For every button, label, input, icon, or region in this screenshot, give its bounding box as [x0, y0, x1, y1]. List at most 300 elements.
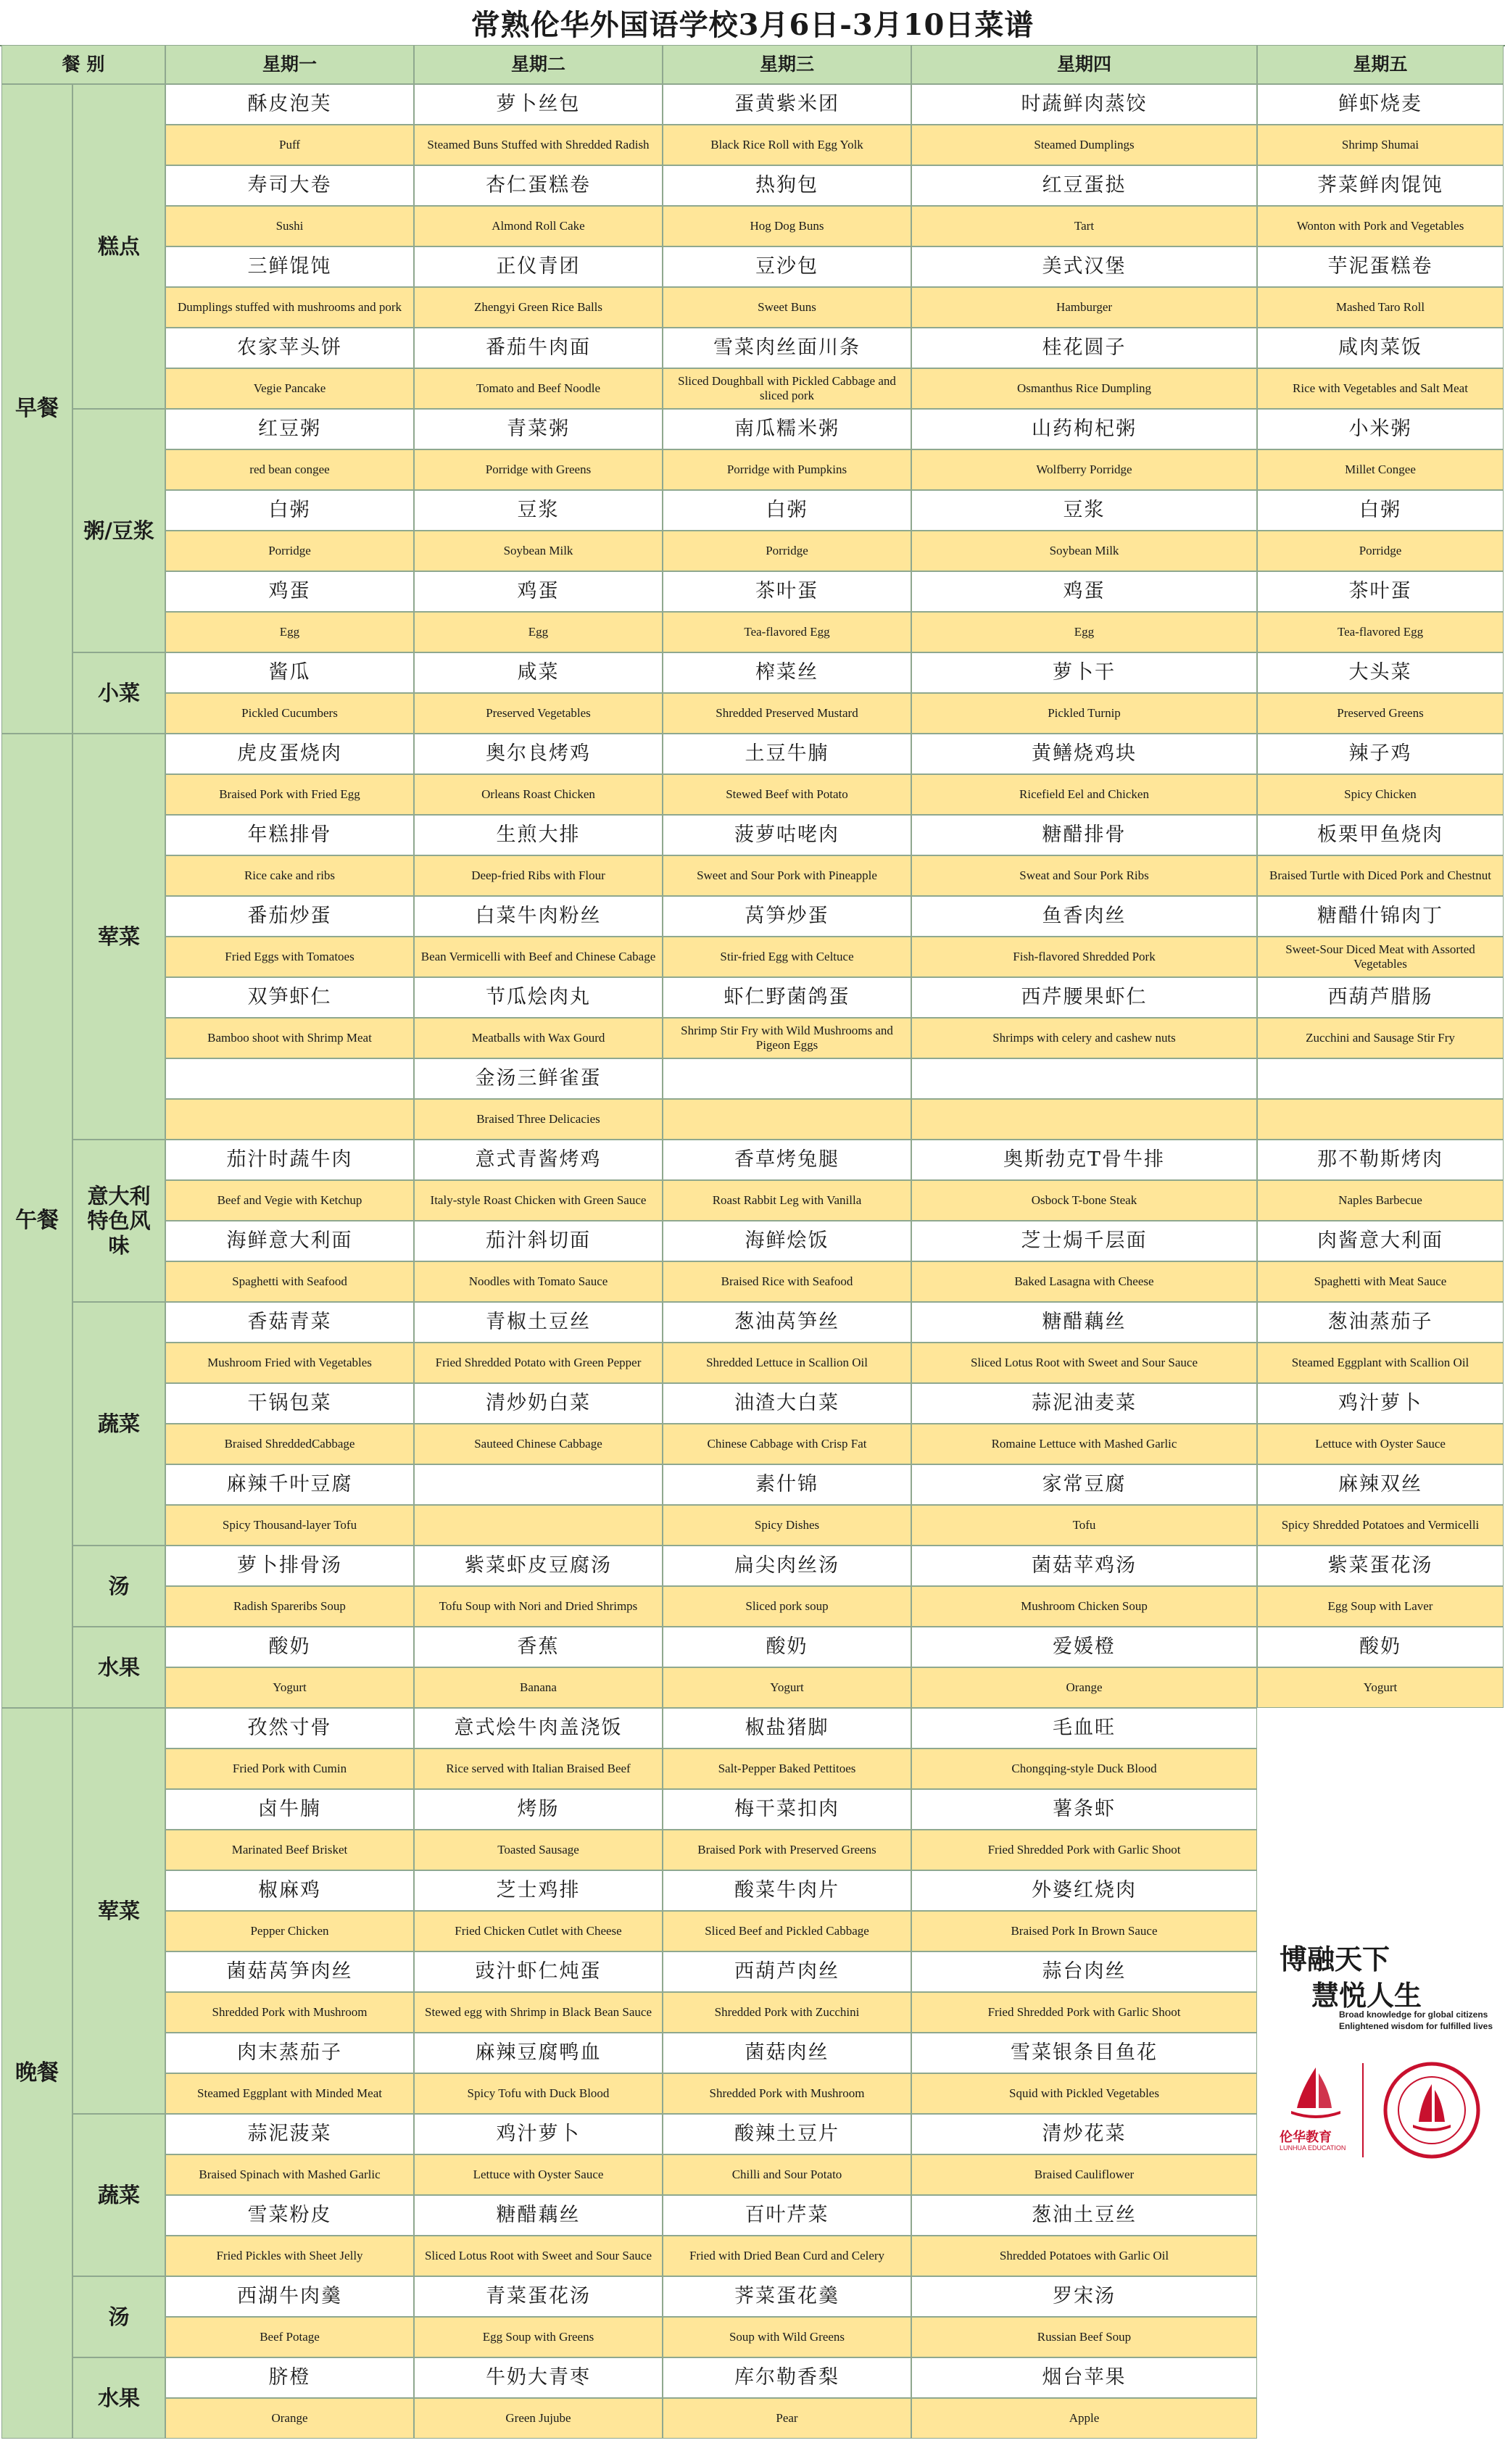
- dish-name-cn: 荠菜蛋花羹: [663, 2276, 911, 2317]
- dish-name-cn: 香草烤兔腿: [663, 1140, 911, 1180]
- dish-name-en: Shrimp Stir Fry with Wild Mushrooms and Pigeon Eggs: [663, 1018, 911, 1058]
- dish-name-cn: 咸菜: [414, 652, 663, 693]
- dish-name-cn: 酥皮泡芙: [165, 84, 414, 125]
- dish-name-en: Hamburger: [911, 287, 1257, 328]
- dish-name-en: Steamed Dumplings: [911, 125, 1257, 165]
- dish-name-en: Bean Vermicelli with Beef and Chinese Cabage: [414, 937, 663, 977]
- dish-name-cn: 虾仁野菌鸽蛋: [663, 977, 911, 1018]
- dish-name-en: Stewed Beef with Potato: [663, 774, 911, 815]
- dish-name-cn: 梅干菜扣肉: [663, 1789, 911, 1830]
- dish-name-cn: 茄汁斜切面: [414, 1221, 663, 1261]
- dish-name-en: Porridge with Pumpkins: [663, 449, 911, 490]
- dish-name-cn: 豆浆: [414, 490, 663, 531]
- dish-name-en: Mashed Taro Roll: [1257, 287, 1504, 328]
- dish-name-cn: 青菜蛋花汤: [414, 2276, 663, 2317]
- dish-name-en: Pepper Chicken: [165, 1911, 414, 1951]
- dish-name-en: red bean congee: [165, 449, 414, 490]
- dish-name-en: Salt-Pepper Baked Pettitoes: [663, 1749, 911, 1789]
- category-label: 蔬菜: [72, 1302, 165, 1546]
- dish-name-cn: 葱油莴笋丝: [663, 1302, 911, 1343]
- dish-name-cn: 茶叶蛋: [663, 571, 911, 612]
- dish-name-en: Yogurt: [1257, 1667, 1504, 1708]
- dish-name-cn: 葱油土豆丝: [911, 2195, 1257, 2236]
- dish-name-cn: 菠萝咕咾肉: [663, 815, 911, 855]
- dish-name-cn: 白粥: [663, 490, 911, 531]
- dish-name-en: Braised Spinach with Mashed Garlic: [165, 2154, 414, 2195]
- dish-name-en: Egg: [414, 612, 663, 652]
- dish-name-en: Spicy Shredded Potatoes and Vermicelli: [1257, 1505, 1504, 1546]
- dish-name-en: Sweet Buns: [663, 287, 911, 328]
- dish-name-en: Dumplings stuffed with mushrooms and pork: [165, 287, 414, 328]
- dish-name-cn: 油渣大白菜: [663, 1383, 911, 1424]
- dish-name-cn: 芝士焗千层面: [911, 1221, 1257, 1261]
- dish-name-en: Steamed Buns Stuffed with Shredded Radish: [414, 125, 663, 165]
- dish-name-cn: 正仪青团: [414, 246, 663, 287]
- category-label: 水果: [72, 1627, 165, 1708]
- dish-name-en: Toasted Sausage: [414, 1830, 663, 1870]
- dish-name-cn: 孜然寸骨: [165, 1708, 414, 1749]
- dish-name-cn: 奥尔良烤鸡: [414, 734, 663, 774]
- dish-name-en: [911, 1099, 1257, 1140]
- dish-name-cn: 烤肠: [414, 1789, 663, 1830]
- dish-name-cn: 鸡汁萝卜: [414, 2114, 663, 2154]
- dish-name-cn: 酸奶: [663, 1627, 911, 1667]
- dish-name-cn: 茄汁时蔬牛肉: [165, 1140, 414, 1180]
- dish-name-en: Braised Three Delicacies: [414, 1099, 663, 1140]
- dish-name-cn: 莴笋炒蛋: [663, 896, 911, 937]
- dish-name-cn: 虎皮蛋烧肉: [165, 734, 414, 774]
- dish-name-en: Ricefield Eel and Chicken: [911, 774, 1257, 815]
- dish-name-cn: 菌菇肉丝: [663, 2033, 911, 2073]
- dish-name-en: Squid with Pickled Vegetables: [911, 2073, 1257, 2114]
- dish-name-en: Steamed Eggplant with Minded Meat: [165, 2073, 414, 2114]
- dish-name-en: Orleans Roast Chicken: [414, 774, 663, 815]
- dish-name-cn: 香蕉: [414, 1627, 663, 1667]
- dish-name-cn: 卤牛腩: [165, 1789, 414, 1830]
- dish-name-cn: 清炒花菜: [911, 2114, 1257, 2154]
- dish-name-cn: 白粥: [165, 490, 414, 531]
- dish-name-cn: 肉末蒸茄子: [165, 2033, 414, 2073]
- dish-name-cn: 清炒奶白菜: [414, 1383, 663, 1424]
- dish-name-cn: 年糕排骨: [165, 815, 414, 855]
- dish-name-cn: 干锅包菜: [165, 1383, 414, 1424]
- dish-name-cn: 家常豆腐: [911, 1464, 1257, 1505]
- slogan-en-line2: Enlightened wisdom for fulfilled lives: [1339, 2021, 1493, 2031]
- sail-logo-icon: [1287, 2063, 1345, 2121]
- logo-divider: [1362, 2063, 1364, 2157]
- dish-name-cn: 紫菜蛋花汤: [1257, 1546, 1504, 1586]
- dish-name-en: Beef and Vegie with Ketchup: [165, 1180, 414, 1221]
- dish-name-en: Tea-flavored Egg: [1257, 612, 1504, 652]
- dish-name-en: [663, 1099, 911, 1140]
- dish-name-en: Shredded Pork with Mushroom: [165, 1992, 414, 2033]
- category-label: 荤菜: [72, 734, 165, 1140]
- dish-name-cn: 豆沙包: [663, 246, 911, 287]
- dish-name-en: Osbock T-bone Steak: [911, 1180, 1257, 1221]
- dish-name-en: Tomato and Beef Noodle: [414, 368, 663, 409]
- dish-name-en: Fried Shredded Pork with Garlic Shoot: [911, 1992, 1257, 2033]
- dish-name-en: Shredded Lettuce in Scallion Oil: [663, 1343, 911, 1383]
- dish-name-en: Spicy Tofu with Duck Blood: [414, 2073, 663, 2114]
- dish-name-en: Egg: [911, 612, 1257, 652]
- dish-name-cn: 葱油蒸茄子: [1257, 1302, 1504, 1343]
- dish-name-cn: 金汤三鲜雀蛋: [414, 1058, 663, 1099]
- dish-name-en: Egg Soup with Laver: [1257, 1586, 1504, 1627]
- dish-name-cn: 糖醋藕丝: [414, 2195, 663, 2236]
- dish-name-cn: 海鲜意大利面: [165, 1221, 414, 1261]
- dish-name-cn: 酸奶: [165, 1627, 414, 1667]
- dish-name-en: Apple: [911, 2398, 1257, 2439]
- dish-name-cn: 豆浆: [911, 490, 1257, 531]
- dish-name-cn: 奥斯勃克T骨牛排: [911, 1140, 1257, 1180]
- dish-name-en: Rice with Vegetables and Salt Meat: [1257, 368, 1504, 409]
- category-label: 蔬菜: [72, 2114, 165, 2276]
- dish-name-en: [414, 1505, 663, 1546]
- dish-name-cn: 寿司大卷: [165, 165, 414, 206]
- dish-name-en: Sauteed Chinese Cabbage: [414, 1424, 663, 1464]
- dish-name-cn: 杏仁蛋糕卷: [414, 165, 663, 206]
- dish-name-en: Braised Pork with Preserved Greens: [663, 1830, 911, 1870]
- dish-name-cn: 咸肉菜饭: [1257, 328, 1504, 368]
- dish-name-cn: 糖醋排骨: [911, 815, 1257, 855]
- dish-name-cn: 那不勒斯烤肉: [1257, 1140, 1504, 1180]
- dish-name-cn: 鸡汁萝卜: [1257, 1383, 1504, 1424]
- dish-name-en: Beef Potage: [165, 2317, 414, 2357]
- dish-name-cn: 三鲜馄饨: [165, 246, 414, 287]
- dish-name-en: Rice served with Italian Braised Beef: [414, 1749, 663, 1789]
- dish-name-en: Bamboo shoot with Shrimp Meat: [165, 1018, 414, 1058]
- dish-name-en: Sliced Doughball with Pickled Cabbage and sliced pork: [663, 368, 911, 409]
- dish-name-en: Green Jujube: [414, 2398, 663, 2439]
- dish-name-cn: 热狗包: [663, 165, 911, 206]
- dish-name-cn: 西芹腰果虾仁: [911, 977, 1257, 1018]
- header-day: 星期三: [663, 45, 911, 84]
- dish-name-cn: 雪菜银条目鱼花: [911, 2033, 1257, 2073]
- dish-name-cn: 时蔬鲜肉蒸饺: [911, 84, 1257, 125]
- dish-name-cn: 鸡蛋: [911, 571, 1257, 612]
- header-meal-label: 餐 别: [1, 45, 165, 84]
- dish-name-en: Porridge with Greens: [414, 449, 663, 490]
- dish-name-cn: [1257, 1058, 1504, 1099]
- dish-name-cn: 西葫芦肉丝: [663, 1951, 911, 1992]
- header-day: 星期二: [414, 45, 663, 84]
- dish-name-en: Braised Turtle with Diced Pork and Chestnut: [1257, 855, 1504, 896]
- dish-name-en: Pickled Cucumbers: [165, 693, 414, 734]
- meal-label: 早餐: [1, 84, 72, 734]
- dish-name-cn: 萝卜干: [911, 652, 1257, 693]
- dish-name-cn: 罗宋汤: [911, 2276, 1257, 2317]
- dish-name-en: Shrimp Shumai: [1257, 125, 1504, 165]
- dish-name-en: Shrimps with celery and cashew nuts: [911, 1018, 1257, 1058]
- dish-name-cn: 双笋虾仁: [165, 977, 414, 1018]
- dish-name-en: Mushroom Fried with Vegetables: [165, 1343, 414, 1383]
- dish-name-en: Deep-fried Ribs with Flour: [414, 855, 663, 896]
- dish-name-cn: 西湖牛肉羹: [165, 2276, 414, 2317]
- dish-name-cn: 土豆牛腩: [663, 734, 911, 774]
- dish-name-cn: 紫菜虾皮豆腐汤: [414, 1546, 663, 1586]
- dish-name-cn: 菌菇苹鸡汤: [911, 1546, 1257, 1586]
- category-label: 粥/豆浆: [72, 409, 165, 652]
- dish-name-en: Fried Chicken Cutlet with Cheese: [414, 1911, 663, 1951]
- dish-name-cn: 脐橙: [165, 2357, 414, 2398]
- dish-name-en: Radish Spareribs Soup: [165, 1586, 414, 1627]
- dish-name-cn: 西葫芦腊肠: [1257, 977, 1504, 1018]
- dish-name-cn: 红豆粥: [165, 409, 414, 449]
- dish-name-en: Porridge: [663, 531, 911, 571]
- dish-name-cn: 农家苹头饼: [165, 328, 414, 368]
- dish-name-cn: 桂花圆子: [911, 328, 1257, 368]
- dish-name-en: Osmanthus Rice Dumpling: [911, 368, 1257, 409]
- dish-name-en: Sliced Beef and Pickled Cabbage: [663, 1911, 911, 1951]
- dish-name-en: Preserved Greens: [1257, 693, 1504, 734]
- dish-name-en: Braised ShreddedCabbage: [165, 1424, 414, 1464]
- meal-label: 晚餐: [1, 1708, 72, 2439]
- header-day: 星期一: [165, 45, 414, 84]
- dish-name-en: Pickled Turnip: [911, 693, 1257, 734]
- dish-name-cn: 鸡蛋: [414, 571, 663, 612]
- dish-name-en: Mushroom Chicken Soup: [911, 1586, 1257, 1627]
- dish-name-en: Egg Soup with Greens: [414, 2317, 663, 2357]
- dish-name-cn: 外婆红烧肉: [911, 1870, 1257, 1911]
- dish-name-en: Shredded Pork with Mushroom: [663, 2073, 911, 2114]
- dish-name-en: Spaghetti with Seafood: [165, 1261, 414, 1302]
- dish-name-cn: 酸菜牛肉片: [663, 1870, 911, 1911]
- dish-name-en: Spicy Thousand-layer Tofu: [165, 1505, 414, 1546]
- dish-name-en: Spicy Dishes: [663, 1505, 911, 1546]
- dish-name-cn: 辣子鸡: [1257, 734, 1504, 774]
- dish-name-cn: 香菇青菜: [165, 1302, 414, 1343]
- dish-name-en: Roast Rabbit Leg with Vanilla: [663, 1180, 911, 1221]
- dish-name-cn: 生煎大排: [414, 815, 663, 855]
- dish-name-en: Orange: [911, 1667, 1257, 1708]
- slogan-line2: 慧悦人生: [1311, 1979, 1422, 2012]
- dish-name-cn: 白菜牛肉粉丝: [414, 896, 663, 937]
- dish-name-cn: 山药枸杞粥: [911, 409, 1257, 449]
- dish-name-cn: 大头菜: [1257, 652, 1504, 693]
- dish-name-cn: 百叶芹菜: [663, 2195, 911, 2236]
- dish-name-en: Wolfberry Porridge: [911, 449, 1257, 490]
- dish-name-en: Stewed egg with Shrimp in Black Bean Sauce: [414, 1992, 663, 2033]
- dish-name-en: Fried Pork with Cumin: [165, 1749, 414, 1789]
- dish-name-en: Pear: [663, 2398, 911, 2439]
- dish-name-cn: 库尔勒香梨: [663, 2357, 911, 2398]
- dish-name-cn: 椒麻鸡: [165, 1870, 414, 1911]
- dish-name-en: Fried Pickles with Sheet Jelly: [165, 2236, 414, 2276]
- dish-name-en: Black Rice Roll with Egg Yolk: [663, 125, 911, 165]
- dish-name-cn: 芋泥蛋糕卷: [1257, 246, 1504, 287]
- page-title: 常熟伦华外国语学校3月6日-3月10日菜谱: [0, 0, 1505, 46]
- dish-name-en: Shredded Potatoes with Garlic Oil: [911, 2236, 1257, 2276]
- dish-name-en: Braised Rice with Seafood: [663, 1261, 911, 1302]
- dish-name-cn: 小米粥: [1257, 409, 1504, 449]
- header-day: 星期五: [1257, 45, 1504, 84]
- dish-name-cn: 板栗甲鱼烧肉: [1257, 815, 1504, 855]
- dish-name-en: Wonton with Pork and Vegetables: [1257, 206, 1504, 246]
- dish-name-cn: 麻辣千叶豆腐: [165, 1464, 414, 1505]
- dish-name-cn: 萝卜丝包: [414, 84, 663, 125]
- dish-name-cn: 红豆蛋挞: [911, 165, 1257, 206]
- dish-name-en: Spaghetti with Meat Sauce: [1257, 1261, 1504, 1302]
- dish-name-en: Shredded Preserved Mustard: [663, 693, 911, 734]
- dish-name-cn: 青椒土豆丝: [414, 1302, 663, 1343]
- dish-name-en: Braised Cauliflower: [911, 2154, 1257, 2195]
- dish-name-cn: [165, 1058, 414, 1099]
- header-day: 星期四: [911, 45, 1257, 84]
- category-label: 意大利特色风味: [72, 1140, 165, 1302]
- dish-name-cn: 美式汉堡: [911, 246, 1257, 287]
- dish-name-cn: 雪菜粉皮: [165, 2195, 414, 2236]
- dish-name-en: Preserved Vegetables: [414, 693, 663, 734]
- dish-name-en: Vegie Pancake: [165, 368, 414, 409]
- dish-name-cn: 酸奶: [1257, 1627, 1504, 1667]
- dish-name-en: Fried Eggs with Tomatoes: [165, 937, 414, 977]
- dish-name-cn: 青菜粥: [414, 409, 663, 449]
- dish-name-cn: 芝士鸡排: [414, 1870, 663, 1911]
- dish-name-en: Sweet and Sour Pork with Pineapple: [663, 855, 911, 896]
- category-label: 荤菜: [72, 1708, 165, 2114]
- dish-name-en: Meatballs with Wax Gourd: [414, 1018, 663, 1058]
- dish-name-cn: 节瓜烩肉丸: [414, 977, 663, 1018]
- dish-name-en: Sliced Lotus Root with Sweet and Sour Sauce: [414, 2236, 663, 2276]
- dish-name-cn: [911, 1058, 1257, 1099]
- dish-name-en: Sliced pork soup: [663, 1586, 911, 1627]
- dish-name-cn: 番茄牛肉面: [414, 328, 663, 368]
- dish-name-en: [1257, 1099, 1504, 1140]
- dish-name-en: Tea-flavored Egg: [663, 612, 911, 652]
- slogan-en-line1: Broad knowledge for global citizens: [1339, 2009, 1488, 2020]
- logo-en: LUNHUA EDUCATION: [1280, 2144, 1346, 2152]
- dish-name-en: Marinated Beef Brisket: [165, 1830, 414, 1870]
- dish-name-en: Soybean Milk: [414, 531, 663, 571]
- category-label: 糕点: [72, 84, 165, 409]
- branding-area: [1258, 1708, 1504, 2462]
- dish-name-en: Tofu Soup with Nori and Dried Shrimps: [414, 1586, 663, 1627]
- dish-name-en: Porridge: [1257, 531, 1504, 571]
- dish-name-en: Hog Dog Buns: [663, 206, 911, 246]
- dish-name-cn: 番茄炒蛋: [165, 896, 414, 937]
- dish-name-en: Tofu: [911, 1505, 1257, 1546]
- dish-name-en: Soup with Wild Greens: [663, 2317, 911, 2357]
- dish-name-en: Noodles with Tomato Sauce: [414, 1261, 663, 1302]
- dish-name-cn: 爱媛橙: [911, 1627, 1257, 1667]
- dish-name-en: Chinese Cabbage with Crisp Fat: [663, 1424, 911, 1464]
- dish-name-en: Sweet-Sour Diced Meat with Assorted Vegetables: [1257, 937, 1504, 977]
- dish-name-en: Chongqing-style Duck Blood: [911, 1749, 1257, 1789]
- dish-name-cn: 鱼香肉丝: [911, 896, 1257, 937]
- dish-name-en: Puff: [165, 125, 414, 165]
- dish-name-en: Spicy Chicken: [1257, 774, 1504, 815]
- dish-name-cn: 素什锦: [663, 1464, 911, 1505]
- dish-name-cn: 扁尖肉丝汤: [663, 1546, 911, 1586]
- dish-name-en: Fried Shredded Potato with Green Pepper: [414, 1343, 663, 1383]
- dish-name-cn: 鸡蛋: [165, 571, 414, 612]
- logo-cn: 伦华教育: [1280, 2130, 1332, 2145]
- dish-name-cn: 薯条虾: [911, 1789, 1257, 1830]
- dish-name-cn: 蒜台肉丝: [911, 1951, 1257, 1992]
- dish-name-en: Tart: [911, 206, 1257, 246]
- category-label: 汤: [72, 2276, 165, 2357]
- dish-name-en: Braised Pork with Fried Egg: [165, 774, 414, 815]
- dish-name-cn: 酸辣土豆片: [663, 2114, 911, 2154]
- dish-name-cn: 菌菇莴笋肉丝: [165, 1951, 414, 1992]
- dish-name-en: Banana: [414, 1667, 663, 1708]
- dish-name-cn: 雪菜肉丝面川条: [663, 328, 911, 368]
- dish-name-cn: 萝卜排骨汤: [165, 1546, 414, 1586]
- dish-name-cn: 意式青酱烤鸡: [414, 1140, 663, 1180]
- meal-label: 午餐: [1, 734, 72, 1708]
- dish-name-en: Russian Beef Soup: [911, 2317, 1257, 2357]
- dish-name-en: Soybean Milk: [911, 531, 1257, 571]
- dish-name-en: Egg: [165, 612, 414, 652]
- dish-name-cn: [663, 1058, 911, 1099]
- dish-name-cn: 豉汁虾仁炖蛋: [414, 1951, 663, 1992]
- dish-name-en: Stir-fried Egg with Celtuce: [663, 937, 911, 977]
- dish-name-cn: 白粥: [1257, 490, 1504, 531]
- dish-name-cn: 烟台苹果: [911, 2357, 1257, 2398]
- dish-name-en: Shredded Pork with Zucchini: [663, 1992, 911, 2033]
- dish-name-en: [165, 1099, 414, 1140]
- dish-name-cn: 牛奶大青枣: [414, 2357, 663, 2398]
- dish-name-cn: 荠菜鲜肉馄饨: [1257, 165, 1504, 206]
- dish-name-en: Almond Roll Cake: [414, 206, 663, 246]
- dish-name-cn: 肉酱意大利面: [1257, 1221, 1504, 1261]
- dish-name-en: Baked Lasagna with Cheese: [911, 1261, 1257, 1302]
- dish-name-en: Sliced Lotus Root with Sweet and Sour Sauce: [911, 1343, 1257, 1383]
- dish-name-cn: 鲜虾烧麦: [1257, 84, 1504, 125]
- dish-name-en: Sweat and Sour Pork Ribs: [911, 855, 1257, 896]
- dish-name-en: Zhengyi Green Rice Balls: [414, 287, 663, 328]
- dish-name-en: Braised Pork In Brown Sauce: [911, 1911, 1257, 1951]
- category-label: 水果: [72, 2357, 165, 2439]
- dish-name-cn: 毛血旺: [911, 1708, 1257, 1749]
- dish-name-cn: 麻辣豆腐鸭血: [414, 2033, 663, 2073]
- dish-name-en: Zucchini and Sausage Stir Fry: [1257, 1018, 1504, 1058]
- dish-name-en: Sushi: [165, 206, 414, 246]
- dish-name-cn: 海鲜烩饭: [663, 1221, 911, 1261]
- dish-name-cn: [414, 1464, 663, 1505]
- dish-name-en: Yogurt: [663, 1667, 911, 1708]
- dish-name-cn: 糖醋什锦肉丁: [1257, 896, 1504, 937]
- dish-name-en: Chilli and Sour Potato: [663, 2154, 911, 2195]
- dish-name-en: Yogurt: [165, 1667, 414, 1708]
- dish-name-en: Naples Barbecue: [1257, 1180, 1504, 1221]
- dish-name-cn: 意式烩牛肉盖浇饭: [414, 1708, 663, 1749]
- dish-name-cn: 酱瓜: [165, 652, 414, 693]
- dish-name-en: Italy-style Roast Chicken with Green Sauce: [414, 1180, 663, 1221]
- dish-name-en: Steamed Eggplant with Scallion Oil: [1257, 1343, 1504, 1383]
- dish-name-en: Millet Congee: [1257, 449, 1504, 490]
- dish-name-cn: 榨菜丝: [663, 652, 911, 693]
- school-seal-icon: [1381, 2059, 1483, 2161]
- dish-name-en: Rice cake and ribs: [165, 855, 414, 896]
- dish-name-cn: 黄鳝烧鸡块: [911, 734, 1257, 774]
- dish-name-en: Orange: [165, 2398, 414, 2439]
- category-label: 小菜: [72, 652, 165, 734]
- category-label: 汤: [72, 1546, 165, 1627]
- dish-name-en: Lettuce with Oyster Sauce: [1257, 1424, 1504, 1464]
- dish-name-en: Fried with Dried Bean Curd and Celery: [663, 2236, 911, 2276]
- dish-name-cn: 南瓜糯米粥: [663, 409, 911, 449]
- slogan-line1: 博融天下: [1280, 1943, 1390, 1975]
- dish-name-cn: 蒜泥菠菜: [165, 2114, 414, 2154]
- dish-name-en: Romaine Lettuce with Mashed Garlic: [911, 1424, 1257, 1464]
- dish-name-cn: 蛋黄紫米团: [663, 84, 911, 125]
- dish-name-en: Porridge: [165, 531, 414, 571]
- dish-name-en: Lettuce with Oyster Sauce: [414, 2154, 663, 2195]
- dish-name-en: Fish-flavored Shredded Pork: [911, 937, 1257, 977]
- dish-name-cn: 蒜泥油麦菜: [911, 1383, 1257, 1424]
- dish-name-cn: 茶叶蛋: [1257, 571, 1504, 612]
